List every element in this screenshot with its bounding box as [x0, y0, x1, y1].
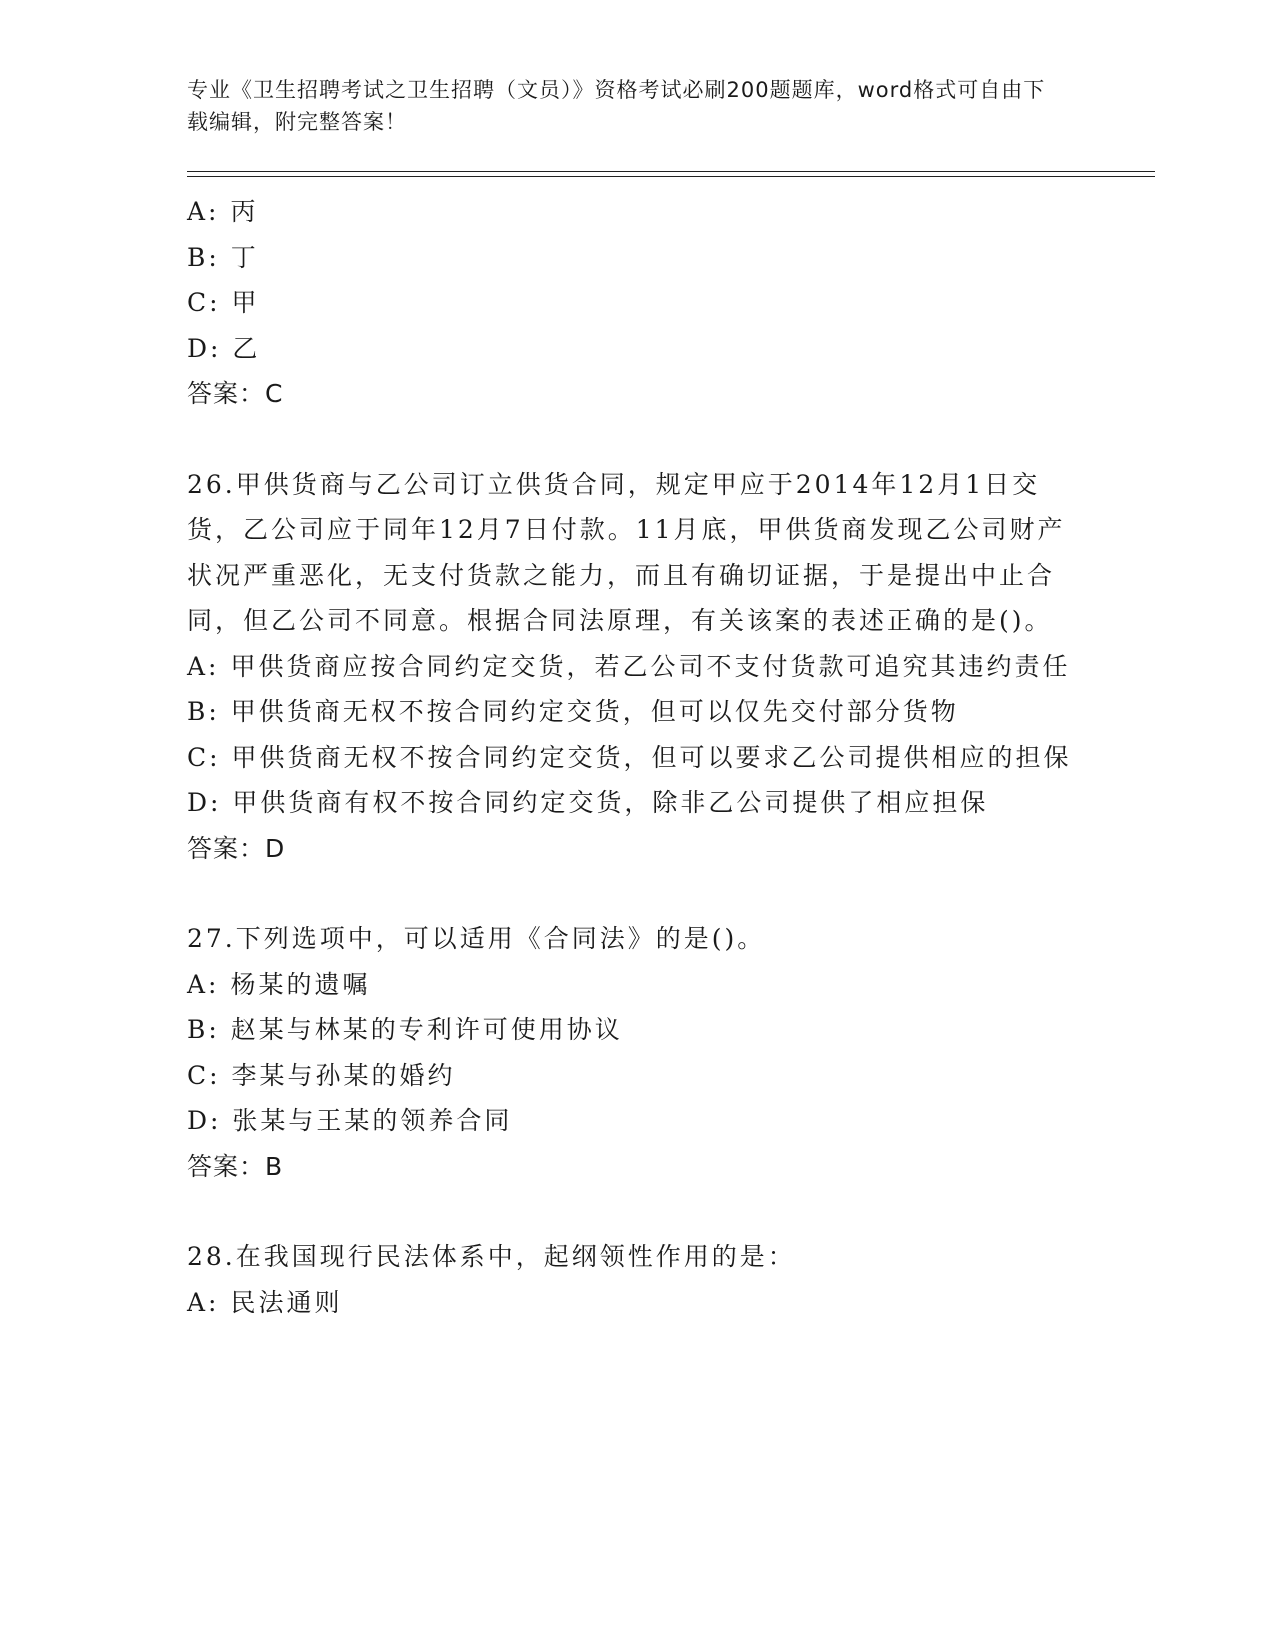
option-c: C: 甲 — [187, 288, 260, 317]
option-c: C: 李某与孙某的婚约 — [187, 1060, 456, 1090]
header-text: 专业《卫生招聘考试之卫生招聘（文员）》资格考试必刷200题题库，word格式可自由下载编辑，附完整答案！ — [187, 78, 1046, 134]
question-28 — [187, 1234, 1087, 1325]
question-stem: 26.甲供货商与乙公司订立供货合同，规定甲应于2014年12月1日交货，乙公司应于同年12月7日付款。11月底，甲供货商发现乙公司财产状况严重恶化，无支付货款之能力，而且有确切证据，于是提出中止合同，但乙公司不同意。根据合同法原理，有关该案的表述正确的是()。 — [187, 469, 1066, 635]
option-b: B: 甲供货商无权不按合同约定交货，但可以仅先交付部分货物 — [187, 697, 959, 726]
option-a: A: 甲供货商应按合同约定交货，若乙公司不支付货款可追究其违约责任 — [187, 651, 1071, 681]
answer: 答案：B — [187, 1151, 284, 1181]
option-c: C: 甲供货商无权不按合同约定交货，但可以要求乙公司提供相应的担保 — [187, 742, 1072, 772]
question-content — [187, 189, 1087, 1325]
option-b: B: 赵某与林某的专利许可使用协议 — [187, 1015, 623, 1044]
option-d: D: 甲供货商有权不按合同约定交货，除非乙公司提供了相应担保 — [187, 788, 989, 817]
question-27 — [187, 916, 1087, 1189]
option-a: A: 杨某的遗嘱 — [187, 969, 371, 999]
answer: 答案：C — [187, 379, 284, 408]
spacer — [187, 417, 1087, 462]
spacer — [187, 871, 1087, 916]
option-a: A: 民法通则 — [187, 1287, 343, 1317]
option-d: D: 张某与王某的领养合同 — [187, 1106, 513, 1135]
question-stem: 28.在我国现行民法体系中，起纲领性作用的是： — [187, 1242, 796, 1271]
option-d: D: 乙 — [187, 333, 261, 363]
spacer — [187, 1189, 1087, 1234]
option-b: B: 丁 — [187, 242, 259, 272]
header-rule-bottom — [187, 176, 1155, 177]
answer: 答案：D — [187, 833, 286, 863]
question-stem: 27.下列选项中，可以适用《合同法》的是()。 — [187, 924, 766, 953]
option-a: A: 丙 — [187, 197, 259, 226]
header-rule-top — [187, 171, 1155, 172]
question-26 — [187, 462, 1087, 872]
document-header — [187, 74, 1067, 138]
question-25 — [187, 189, 1087, 417]
